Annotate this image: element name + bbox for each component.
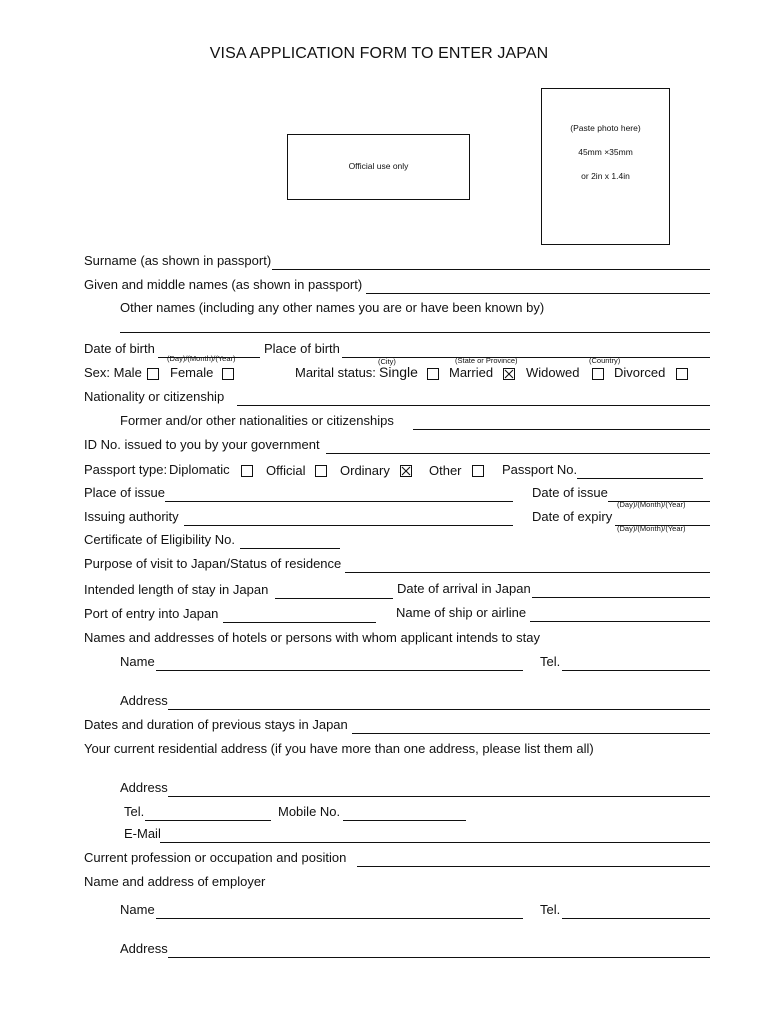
passport-diplomatic-label: Diplomatic bbox=[169, 462, 230, 477]
passport-official-checkbox[interactable] bbox=[315, 465, 327, 477]
hotel-name-field[interactable] bbox=[156, 670, 523, 671]
date-of-arrival-label: Date of arrival in Japan bbox=[397, 581, 531, 596]
surname-field[interactable] bbox=[272, 269, 710, 270]
given-names-field[interactable] bbox=[366, 293, 710, 294]
passport-ordinary-checkbox[interactable] bbox=[400, 465, 412, 477]
date-of-expiry-hint: (Day)/(Month)/(Year) bbox=[617, 524, 686, 533]
date-of-birth-label: Date of birth bbox=[84, 341, 155, 356]
current-address-heading: Your current residential address (if you have more than one address, please list them all) bbox=[84, 741, 594, 756]
res-tel-field[interactable] bbox=[145, 820, 271, 821]
emp-address-label: Address bbox=[120, 941, 168, 956]
length-of-stay-field[interactable] bbox=[275, 598, 393, 599]
former-nationalities-label: Former and/or other nationalities or citizenships bbox=[120, 413, 394, 428]
passport-no-field[interactable] bbox=[577, 478, 703, 479]
emp-tel-field[interactable] bbox=[562, 918, 710, 919]
date-of-expiry-label: Date of expiry bbox=[532, 509, 613, 524]
marital-single-checkbox[interactable] bbox=[427, 368, 439, 380]
marital-divorced-checkbox[interactable] bbox=[676, 368, 688, 380]
name-of-ship-field[interactable] bbox=[530, 621, 710, 622]
official-use-label: Official use only bbox=[348, 161, 409, 171]
surname-label: Surname (as shown in passport) bbox=[84, 253, 272, 268]
employer-heading: Name and address of employer bbox=[84, 874, 266, 889]
passport-ordinary-label: Ordinary bbox=[340, 463, 390, 478]
id-no-field[interactable] bbox=[326, 453, 710, 454]
issuing-authority-label: Issuing authority bbox=[84, 509, 179, 524]
other-names-label: Other names (including any other names you are or have been known by) bbox=[120, 300, 545, 315]
passport-diplomatic-checkbox[interactable] bbox=[241, 465, 253, 477]
res-email-field[interactable] bbox=[160, 842, 710, 843]
marital-divorced-label: Divorced bbox=[614, 365, 666, 380]
id-no-label: ID No. issued to you by your government bbox=[84, 437, 320, 452]
form-title: VISA APPLICATION FORM TO ENTER JAPAN bbox=[209, 45, 549, 62]
former-nationalities-field[interactable] bbox=[413, 429, 710, 430]
photo-box[interactable] bbox=[541, 88, 670, 245]
passport-official-label: Official bbox=[266, 463, 306, 478]
place-of-issue-label: Place of issue bbox=[84, 485, 165, 500]
passport-other-label: Other bbox=[429, 463, 462, 478]
photo-box-line1: (Paste photo here) bbox=[570, 123, 641, 133]
checkmark-x-icon bbox=[504, 369, 514, 379]
passport-type-label: Passport type: bbox=[84, 462, 168, 477]
hotels-heading: Names and addresses of hotels or persons with whom applicant intends to stay bbox=[84, 630, 540, 645]
res-mobile-field[interactable] bbox=[343, 820, 466, 821]
certificate-eligibility-field[interactable] bbox=[240, 548, 340, 549]
port-of-entry-label: Port of entry into Japan bbox=[84, 606, 219, 621]
previous-stays-label: Dates and duration of previous stays in Japan bbox=[84, 717, 348, 732]
res-address-field[interactable] bbox=[168, 796, 710, 797]
res-tel-label: Tel. bbox=[124, 804, 145, 819]
profession-field[interactable] bbox=[357, 866, 710, 867]
hotel-name-label: Name bbox=[120, 654, 155, 669]
name-of-ship-label: Name of ship or airline bbox=[396, 605, 527, 620]
place-of-birth-label: Place of birth bbox=[264, 341, 340, 356]
emp-name-field[interactable] bbox=[156, 918, 523, 919]
passport-no-label: Passport No. bbox=[502, 462, 578, 477]
profession-label: Current profession or occupation and position bbox=[84, 850, 347, 865]
marital-status-label: Marital status: bbox=[295, 365, 376, 380]
purpose-of-visit-label: Purpose of visit to Japan/Status of residence bbox=[84, 556, 342, 571]
given-names-label: Given and middle names (as shown in passport) bbox=[84, 277, 363, 292]
res-mobile-label: Mobile No. bbox=[278, 804, 341, 819]
marital-widowed-label: Widowed bbox=[526, 365, 580, 380]
port-of-entry-field[interactable] bbox=[223, 622, 376, 623]
marital-single-label: Single bbox=[379, 364, 418, 380]
place-of-birth-field[interactable] bbox=[342, 357, 710, 358]
emp-name-label: Name bbox=[120, 902, 155, 917]
date-of-issue-label: Date of issue bbox=[532, 485, 608, 500]
hotel-address-label: Address bbox=[120, 693, 168, 708]
date-of-birth-hint: (Day)/(Month)/(Year) bbox=[167, 354, 236, 363]
hotel-address-field[interactable] bbox=[168, 709, 710, 710]
nationality-label: Nationality or citizenship bbox=[84, 389, 225, 404]
official-use-box bbox=[287, 134, 470, 200]
sex-male-checkbox[interactable] bbox=[147, 368, 159, 380]
pob-city-hint: (City) bbox=[378, 357, 396, 366]
previous-stays-field[interactable] bbox=[352, 733, 710, 734]
marital-widowed-checkbox[interactable] bbox=[592, 368, 604, 380]
certificate-eligibility-label: Certificate of Eligibility No. bbox=[84, 532, 235, 547]
passport-other-checkbox[interactable] bbox=[472, 465, 484, 477]
place-of-issue-field[interactable] bbox=[165, 501, 513, 502]
pob-state-hint: (State or Province) bbox=[455, 356, 518, 365]
checkmark-x-icon bbox=[401, 466, 411, 476]
res-address-label: Address bbox=[120, 780, 168, 795]
photo-box-line3: or 2in x 1.4in bbox=[581, 171, 630, 181]
sex-female-checkbox[interactable] bbox=[222, 368, 234, 380]
other-names-field[interactable] bbox=[120, 332, 710, 333]
emp-tel-label: Tel. bbox=[540, 902, 561, 917]
marital-married-checkbox[interactable] bbox=[503, 368, 515, 380]
pob-country-hint: (Country) bbox=[589, 356, 621, 365]
date-of-arrival-field[interactable] bbox=[532, 597, 710, 598]
marital-married-label: Married bbox=[449, 365, 494, 380]
hotel-tel-field[interactable] bbox=[562, 670, 710, 671]
emp-address-field[interactable] bbox=[168, 957, 710, 958]
sex-label: Sex: Male bbox=[84, 365, 142, 380]
hotel-tel-label: Tel. bbox=[540, 654, 561, 669]
purpose-of-visit-field[interactable] bbox=[345, 572, 710, 573]
issuing-authority-field[interactable] bbox=[184, 525, 513, 526]
res-email-label: E-Mail bbox=[124, 826, 161, 841]
nationality-field[interactable] bbox=[237, 405, 710, 406]
sex-female-label: Female bbox=[170, 365, 214, 380]
date-of-issue-hint: (Day)/(Month)/(Year) bbox=[617, 500, 686, 509]
photo-box-line2: 45mm ×35mm bbox=[578, 147, 633, 157]
length-of-stay-label: Intended length of stay in Japan bbox=[84, 582, 269, 597]
